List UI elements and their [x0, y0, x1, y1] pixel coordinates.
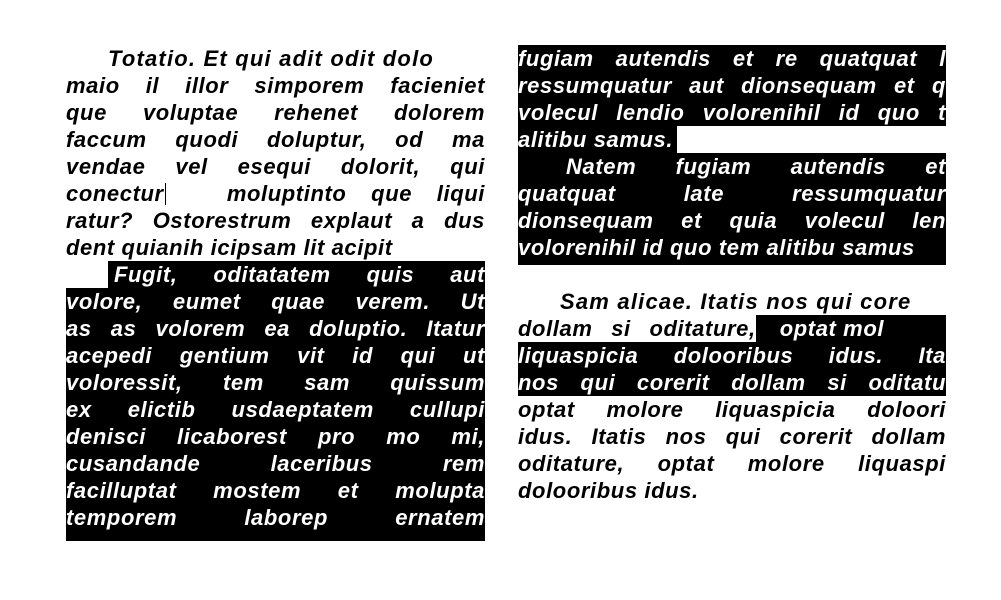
text-line: Sam alicae. Itatis nos qui core [560, 289, 912, 314]
selected-line: liquaspicia dolooribus idus. Ita [518, 343, 946, 368]
selected-line: volore, eumet quae verem. Ut [66, 289, 485, 314]
text-line: dent quianih icipsam lit acipit [66, 235, 393, 260]
selected-line: acepedi gentium vit id qui ut [66, 343, 485, 368]
selected-line: as as volorem ea doluptio. Itatur [66, 316, 485, 341]
selected-line: denisci licaborest pro mo mi, [66, 424, 485, 449]
selected-line: fugiam autendis et re quatquat l [518, 46, 946, 71]
selected-line: dionsequam et quia volecul len [518, 208, 946, 233]
text-line: maio il illor simporem facieniet [66, 73, 485, 98]
selected-line: Fugit, oditatatem quis aut [66, 261, 485, 288]
selected-line: Natem fugiam autendis et [518, 153, 946, 180]
selected-line: volorenihil id quo tem alitibu samus [518, 234, 946, 265]
text-line: que voluptae rehenet dolorem [66, 100, 485, 125]
text-line-with-cursor[interactable] [66, 180, 485, 207]
text-cursor [165, 183, 166, 205]
selection-start-line: dollam si oditature, optat mol [518, 315, 946, 342]
left-text-column [66, 45, 485, 541]
text-line: idus. Itatis nos qui corerit dollam [518, 424, 946, 449]
selected-line: alitibu samus. [518, 126, 946, 153]
selected-line: quatquat late ressumquatur [518, 181, 946, 206]
text-line: vendae vel esequi dolorit, qui [66, 154, 485, 179]
selected-line: ex elictib usdaeptatem cullupi [66, 397, 485, 422]
selected-line: ressumquatur aut dionsequam et q [518, 73, 946, 98]
selected-line: facilluptat mostem et molupta [66, 478, 485, 503]
text-segment: moluptinto que liqui [226, 181, 485, 206]
selected-line: cusandande laceribus rem [66, 451, 485, 476]
selected-line: volecul lendio volorenihil id quo t [518, 100, 946, 125]
right-text-column [518, 45, 946, 504]
selected-line: temporem laborep ernatem [66, 504, 485, 541]
text-line: optat molore liquaspicia doloori [518, 397, 946, 422]
selected-line: voloressit, tem sam quissum [66, 370, 485, 395]
text-line: faccum quodi doluptur, od ma [66, 127, 485, 152]
selected-line: nos qui corerit dollam si oditatu [518, 370, 946, 395]
text-line: Totatio. Et qui adit odit dolo [108, 46, 435, 71]
text-line: ratur? Ostorestrum explaut a dus [66, 208, 485, 233]
text-segment: conectur [66, 181, 164, 206]
text-line: dolooribus idus. [518, 478, 699, 503]
text-line: oditature, optat molore liquaspi [518, 451, 946, 476]
